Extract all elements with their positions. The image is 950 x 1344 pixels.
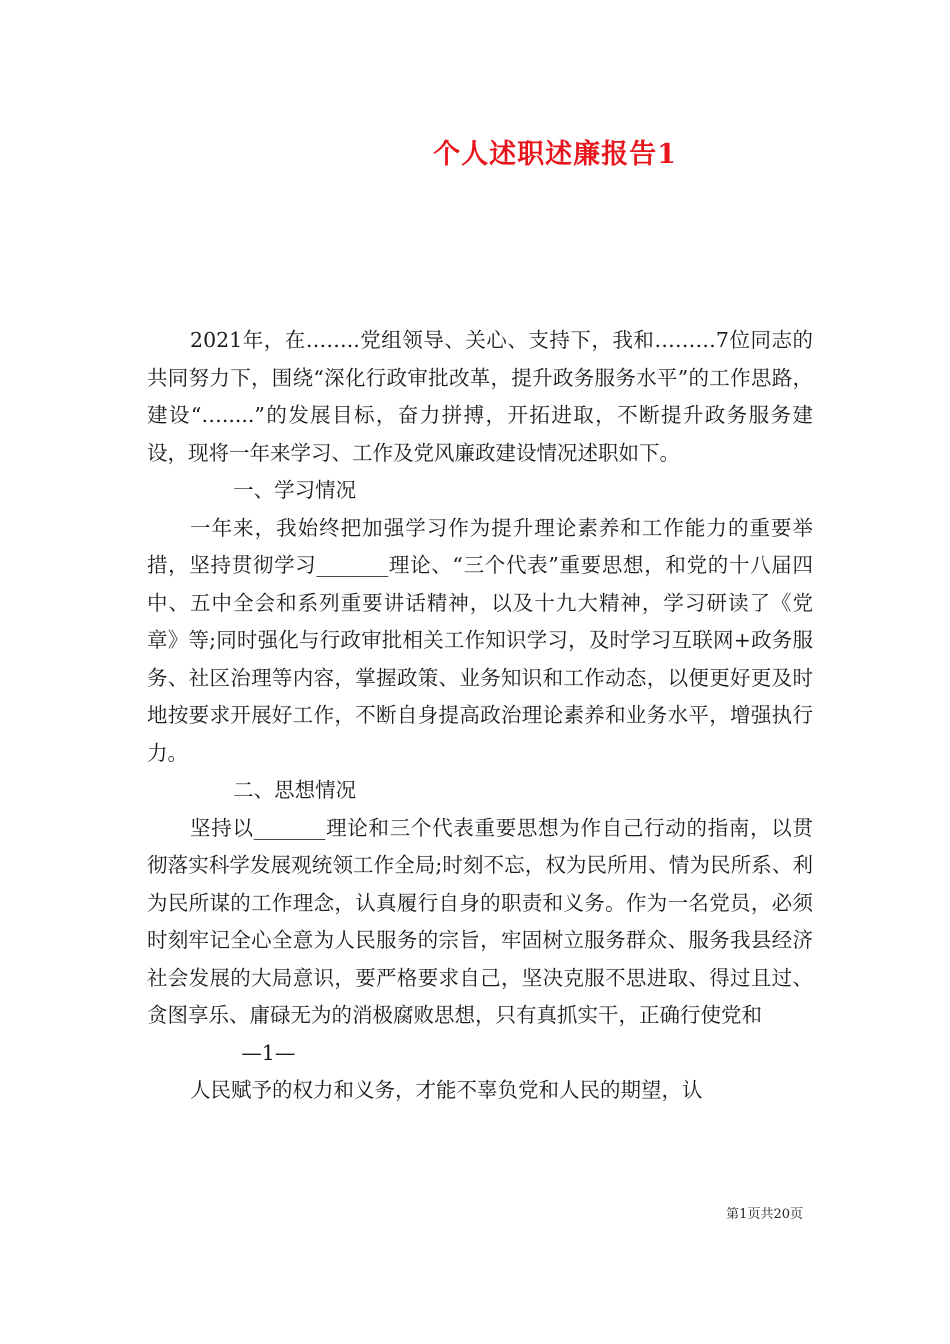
page-footer: 第1页共20页 [726,1207,803,1222]
document-title: 个人述职述廉报告1 [433,139,677,170]
section-heading-study: 一、学习情况 [233,478,357,502]
inline-page-number: —1— [241,1040,296,1065]
paragraph-thought: 坚持以_______理论和三个代表重要思想为作自己行动的指南，以贯彻落实科学发展观统领工作全局;时刻不忘，权为民所用、情为民所系、利为民所谋的工作理念，认真履行自身的职责和义务。作为一名党员，必须时刻牢记全心全意为人民服务的宗旨，牢固树立服务群众、服务我县经济社会发展的大局意识，要严格要求自己，坚决克服不思进取、得过且过、贪图享乐、庸碌无为的消极腐败思想，只有真抓实干，正确行使党和 [147,815,813,1027]
paragraph-study: 一年来，我始终把加强学习作为提升理论素养和工作能力的重要举措，坚持贯彻学习_______理论、“三个代表”重要思想，和党的十八届四中、五中全会和系列重要讲话精神，以及十九大精神，学习研读了《党章》等;同时强化与行政审批相关工作知识学习，及时学习互联网+政务服务、社区治理等内容，掌握政策、业务知识和工作动态，以便更好更及时地按要求开展好工作，不断自身提高政治理论素养和业务水平，增强执行力。 [147,515,813,765]
paragraph-continued: 人民赋予的权力和义务，才能不辜负党和人民的期望，认 [190,1078,703,1102]
section-heading-thought: 二、思想情况 [233,778,357,802]
paragraph-intro: 2021年，在……..党组领导、关心、支持下，我和………7位同志的共同努力下，围绕“深化行政审批改革，提升政务服务水平”的工作思路，建设“….....”的发展目标，奋力拼搏，开拓进取，不断提升政务服务建设，现将一年来学习、工作及党风廉政建设情况述职如下。 [147,328,813,465]
document-body [147,322,813,1110]
